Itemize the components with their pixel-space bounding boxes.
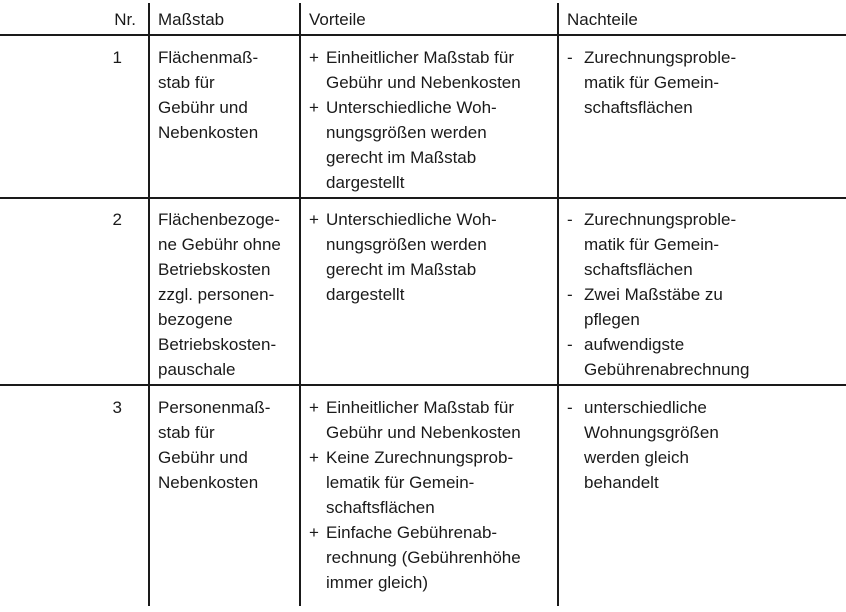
item-text: aufwendigste Gebührenabrechnung [584, 335, 750, 379]
row-nachteile [567, 207, 749, 382]
row-vorteile [309, 395, 521, 595]
header-nachteile: Nachteile [567, 10, 638, 29]
list-item [309, 395, 521, 445]
plus-marker: + [309, 523, 319, 542]
minus-marker: - [567, 285, 573, 304]
plus-marker: + [309, 210, 319, 229]
list-item [567, 282, 749, 332]
row-divider [0, 384, 846, 386]
item-text: Unterschiedliche Woh- nungsgrößen werden gerecht im Maßstab dargestellt [326, 98, 497, 192]
plus-marker: + [309, 48, 319, 67]
row-massstab: Flächenmaß- stab für Gebühr und Nebenkosten [158, 48, 259, 142]
header-vorteile: Vorteile [309, 10, 366, 29]
list-item [309, 45, 521, 95]
list-item [567, 207, 749, 282]
item-text: Einheitlicher Maßstab für Gebühr und Nebenkosten [326, 48, 521, 92]
item-text: Zwei Maßstäbe zu pflegen [584, 285, 723, 329]
row-number: 2 [112, 210, 122, 229]
column-divider [148, 3, 150, 606]
column-divider [557, 3, 559, 606]
row-nachteile [567, 45, 736, 120]
minus-marker: - [567, 335, 573, 354]
list-item [567, 332, 749, 382]
item-text: Zurechnungsproble- matik für Gemein- schaftsflächen [584, 210, 737, 279]
list-item [567, 395, 719, 495]
minus-marker: - [567, 398, 573, 417]
row-vorteile [309, 45, 521, 195]
row-massstab: Personenmaß- stab für Gebühr und Nebenkosten [158, 398, 271, 492]
list-item [309, 95, 521, 195]
row-number: 1 [112, 48, 122, 67]
list-item [567, 45, 736, 120]
row-nachteile [567, 395, 719, 495]
row-massstab: Flächenbezoge- ne Gebühr ohne Betriebskosten zzgl. personen- bezogene Betriebskosten- pauschale [158, 210, 281, 379]
row-number: 3 [112, 398, 122, 417]
row-divider [0, 197, 846, 199]
list-item [309, 445, 521, 520]
item-text: Unterschiedliche Woh- nungsgrößen werden gerecht im Maßstab dargestellt [326, 210, 497, 304]
minus-marker: - [567, 48, 573, 67]
minus-marker: - [567, 210, 573, 229]
header-nr: Nr. [114, 10, 136, 29]
item-text: Einheitlicher Maßstab für Gebühr und Nebenkosten [326, 398, 521, 442]
column-divider [299, 3, 301, 606]
list-item [309, 520, 521, 595]
plus-marker: + [309, 398, 319, 417]
item-text: unterschiedliche Wohnungsgrößen werden gleich behandelt [584, 398, 719, 492]
item-text: Keine Zurechnungsprob- lematik für Gemein- schaftsflächen [326, 448, 514, 517]
item-text: Zurechnungsproble- matik für Gemein- schaftsflächen [584, 48, 737, 117]
plus-marker: + [309, 448, 319, 467]
item-text: Einfache Gebührenab- rechnung (Gebührenhöhe immer gleich) [326, 523, 521, 592]
row-vorteile [309, 207, 497, 307]
header-massstab: Maßstab [158, 10, 225, 29]
header-divider [0, 34, 846, 36]
plus-marker: + [309, 98, 319, 117]
list-item [309, 207, 497, 307]
